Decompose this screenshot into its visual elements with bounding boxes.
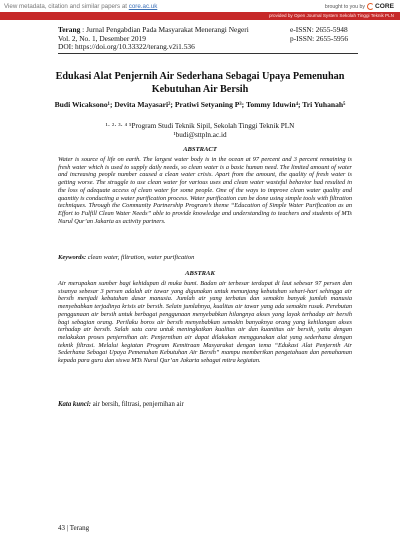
paper-title (40, 70, 360, 96)
affiliation-institution: ¹· ²· ³· ⁴ ⁵Program Studi Teknik Sipil, Sekolah Tinggi Teknik PLN (105, 122, 295, 130)
affiliation-email[interactable]: ¹budi@sttpln.ac.id (173, 131, 227, 139)
journal-volume: Vol. 2, No. 1, Desember 2019 (58, 33, 146, 43)
journal-eissn: e-ISSN: 2655-5948 (290, 25, 348, 34)
paper-title-line-1: Edukasi Alat Penjernih Air Sederhana Sebagai Upaya Pemenuhan (55, 71, 345, 82)
provider-strip-text[interactable]: provided by Open Journal System Sekolah Tinggi Teknik PLN (268, 13, 394, 18)
paper-title-line-2: Kebutuhan Air Bersih (151, 84, 249, 95)
kata-kunci-label: Kata kunci: (58, 401, 92, 408)
core-logo-text: CORE (374, 3, 394, 10)
paper-authors: Budi Wicaksono¹; Devita Mayasari²; Pratiwi Setyaning P³; Tommy Iduwin⁴; Tri Yuhanah⁵ (54, 100, 346, 109)
core-metadata-label: View metadata, citation and similar papers at (4, 3, 128, 10)
header-divider (58, 53, 358, 54)
journal-header-right (290, 26, 348, 43)
kata-kunci (58, 401, 352, 408)
core-logo[interactable] (367, 3, 394, 10)
page-footer: 43 | Terang (58, 524, 90, 532)
journal-header-left (58, 26, 249, 52)
abstract-heading: ABSTRACT (183, 146, 217, 153)
paper-affiliation (40, 122, 360, 140)
journal-doi[interactable]: DOI: https://doi.org/10.33322/terang.v2i1.536 (58, 42, 195, 52)
core-brought-label: brought to you by (324, 3, 365, 10)
keywords-text: clean water, filtration, water purification (87, 254, 195, 261)
journal-pissn: p-ISSN: 2655-5956 (290, 33, 349, 43)
journal-name: : Jurnal Pengabdian Pada Masyarakat Menerangi Negeri (82, 25, 249, 34)
journal-label: Terang (58, 25, 81, 34)
core-brand[interactable] (325, 3, 394, 10)
core-link[interactable]: core.ac.uk (128, 3, 158, 10)
kata-kunci-text: air bersih, filtrasi, penjernihan air (92, 401, 184, 408)
core-logo-icon (367, 3, 374, 10)
abstract-text: Water is source of life on earth. The largest water body is in the ocean at 97 percent and 3 percent remaining is fresh water which is used to supply daily needs, so clean water is a basic human need. The limited amount of water and increasing people number caused a clean water crisis. Apart from the amount, the quality of fresh water is getting worse. The struggle to use clean water for various uses and clean water wasteful behavior had resulted in the loss of adequate access of clean water for some people. One of the ways to improve clean water quality and quantity is conducting a water purification process. Water purification can be done using simple tools with filtration techniques. Through the Community Partnership Program’s theme “Education of Simple Water Purification as an Effort to Fulfill Clean Water Needs” able to provide knowledge and understanding to teachers and students of MTs Nurul Qur’an Jakarta as activity partners. (58, 156, 352, 225)
abstrak-heading: ABSTRAK (185, 270, 215, 277)
core-metadata-text (4, 3, 157, 10)
keywords (58, 254, 352, 261)
keywords-label: Keywords: (58, 254, 87, 261)
abstrak-text: Air merupakan sumber bagi kehidupan di muka bumi. Badan air terbesar terdapat di laut sebesar 97 persen dan sisanya sebesar 3 persen adalah air tawar yang digunakan untuk menunjang kebutuhan sehari-hari sehingga air bersih menjadi kebutuhan dasar manusia. Jumlah air yang terbatas dan semakin banyak jumlah manusia menyebabkan terjadinya krisis air bersih. Selain jumlahnya, kualitas air tawar yang ada semakin rusak. Perebutan penggunaan air bersih untuk berbagai penggunaan menyebabkan hilangnya akses yang layak terhadap air bersih bagi sebagian orang. Perilaku boros air bersih menyebabkan semakin banyaknya orang yang kehilangan akses terhadap air bersih. Salah satu cara untuk meningkatkan kualitas air dan kuantitas air bersih, yaitu dengan melakukan proses penjernihan air. Penjernihan air dapat dilakukan menggunakan alat yang sederhana dengan teknik filtrasi. Melalui kegiatan Program Kemitraan Masyarakat dengan tema “Edukasi Alat Penjernih Air Sederhana Sebagai Upaya Pemenuhan Kebutuhan Air Bersih” mampu memberikan pengetahuan dan pemahaman kepada para guru dan siswa MTs Nurul Qur’an Jakarta sebagai mitra kegiatan. (58, 280, 352, 365)
